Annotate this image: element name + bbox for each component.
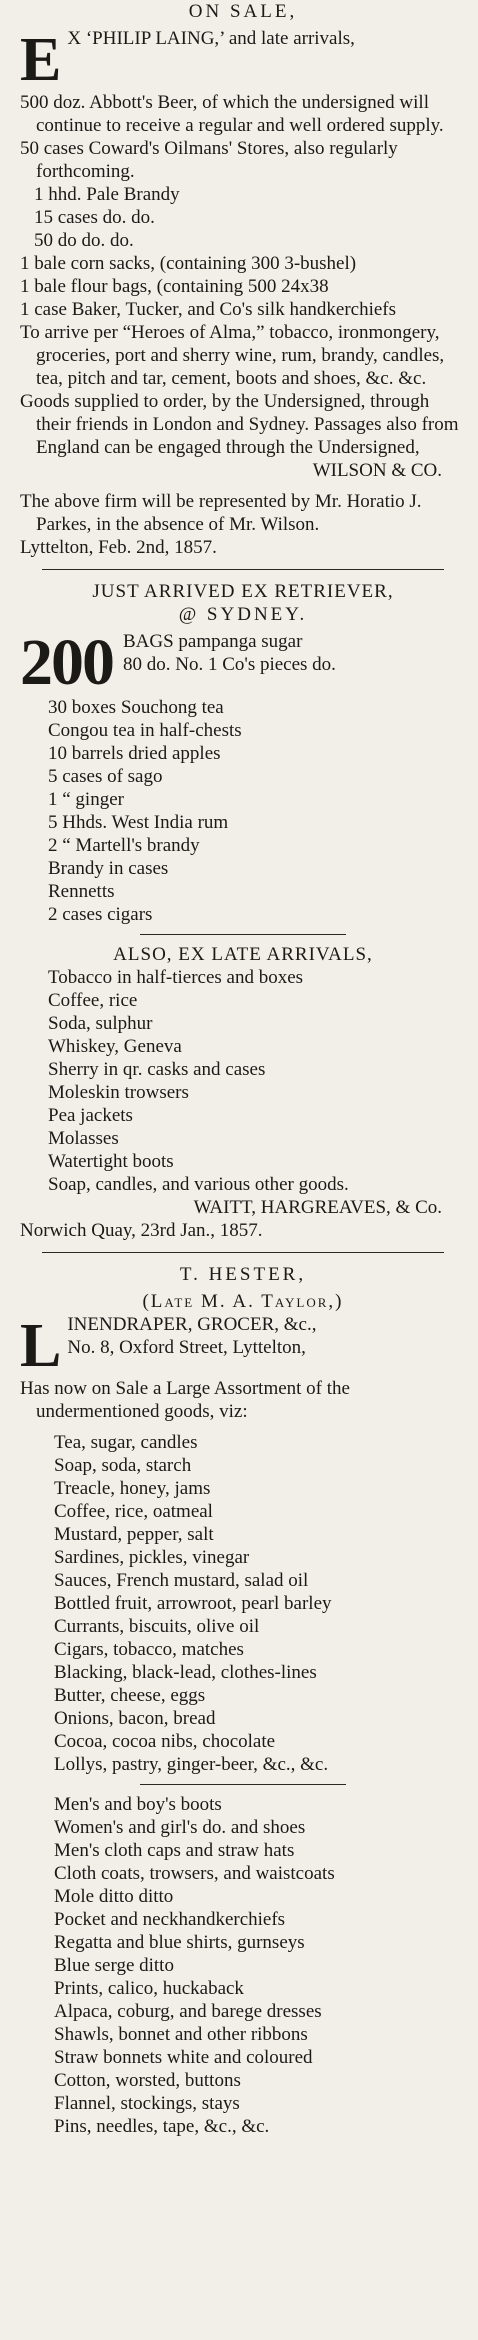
list-item: 10 barrels dried apples: [48, 743, 221, 764]
ad-subheading: (Late M. A. Taylor,): [142, 1291, 344, 1312]
list-item: Women's and girl's do. and shoes: [54, 1817, 306, 1838]
list-item: Men's cloth caps and straw hats: [54, 1840, 295, 1861]
ad-item: 500 doz. Abbott's Beer, of which the undersigned will continue to receive a regular and well ordered supply.: [20, 92, 444, 136]
list-item: Flannel, stockings, stays: [54, 2093, 240, 2114]
list-item: 1 “ ginger: [48, 789, 124, 810]
list-item: Straw bonnets white and coloured: [54, 2047, 313, 2068]
list-item: Coffee, rice, oatmeal: [54, 1501, 213, 1522]
list-item: Cloth coats, trowsers, and waistcoats: [54, 1863, 335, 1884]
list-item: Onions, bacon, bread: [54, 1708, 216, 1729]
list-item: Treacle, honey, jams: [54, 1478, 211, 1499]
list-item: Tea, sugar, candles: [54, 1432, 198, 1453]
list-item: Currants, biscuits, olive oil: [54, 1616, 260, 1637]
ad-item: 50 do do. do.: [34, 230, 134, 251]
ad-item: 1 bale flour bags, (containing 500 24x38: [20, 276, 329, 297]
list-item: 5 cases of sago: [48, 766, 163, 787]
ad-dateline: Norwich Quay, 23rd Jan., 1857.: [20, 1220, 263, 1241]
list-item: Alpaca, coburg, and barege dresses: [54, 2001, 322, 2022]
list-item: Soap, candles, and various other goods.: [48, 1174, 349, 1195]
short-divider: [140, 1784, 346, 1785]
list-item: 2 “ Martell's brandy: [48, 835, 200, 856]
list-item: Pea jackets: [48, 1105, 133, 1126]
short-divider: [140, 934, 346, 935]
list-item: Pins, needles, tape, &c., &c.: [54, 2116, 270, 2137]
list-item: 5 Hhds. West India rum: [48, 812, 229, 833]
list-item: Shawls, bonnet and other ribbons: [54, 2024, 308, 2045]
groceries-list: [20, 1431, 466, 1776]
goods-list: [20, 966, 466, 1196]
ad-item: 1 hhd. Pale Brandy: [34, 184, 180, 205]
ad-heading: T. HESTER,: [179, 1264, 307, 1285]
list-item: Mole ditto ditto: [54, 1886, 174, 1907]
list-item: Cigars, tobacco, matches: [54, 1639, 244, 1660]
ad-item: To arrive per “Heroes of Alma,” tobacco, ironmongery, groceries, port and sherry wine, rum, brandy, candles, tea, pitch and tar, cement, boots and shoes, &c. &c.: [20, 322, 445, 389]
drapery-list: [20, 1793, 466, 2138]
list-item: Brandy in cases: [48, 858, 169, 879]
list-item: Regatta and blue shirts, gurnseys: [54, 1932, 305, 1953]
list-item: Prints, calico, huckaback: [54, 1978, 244, 1999]
list-item: Sauces, French mustard, salad oil: [54, 1570, 309, 1591]
goods-list: [20, 696, 466, 926]
list-item: Cotton, worsted, buttons: [54, 2070, 241, 2091]
list-item: Soda, sulphur: [48, 1013, 153, 1034]
ad-signature: WAITT, HARGREAVES, & Co.: [193, 1197, 442, 1218]
list-item: Blue serge ditto: [54, 1955, 174, 1976]
business-line: INENDRAPER, GROCER, &c.,: [67, 1314, 317, 1335]
list-item: Sardines, pickles, vinegar: [54, 1547, 250, 1568]
list-item: Sherry in qr. casks and cases: [48, 1059, 266, 1080]
ad-item: 15 cases do. do.: [34, 207, 155, 228]
ad-intro: Has now on Sale a Large Assortment of the undermentioned goods, viz:: [20, 1378, 350, 1422]
list-item: 2 cases cigars: [48, 904, 153, 925]
advertisement-hester: [20, 1263, 466, 2138]
drop-cap: E: [20, 26, 62, 94]
list-item: Cocoa, cocoa nibs, chocolate: [54, 1731, 276, 1752]
list-item: Butter, cheese, eggs: [54, 1685, 206, 1706]
list-item: Mustard, pepper, salt: [54, 1524, 214, 1545]
ad-item: 1 case Baker, Tucker, and Co's silk handkerchiefs: [20, 299, 397, 320]
list-item: Congou tea in half-chests: [48, 720, 242, 741]
drop-cap: L: [20, 1312, 62, 1380]
list-item: Blacking, black-lead, clothes-lines: [54, 1662, 317, 1683]
list-item: 30 boxes Souchong tea: [48, 697, 224, 718]
list-item: Coffee, rice: [48, 990, 138, 1011]
section-divider: [42, 1252, 444, 1253]
ad-heading: ON SALE,: [188, 1, 298, 22]
list-item: Lollys, pastry, ginger-beer, &c., &c.: [54, 1754, 329, 1775]
ad-intro: X ‘PHILIP LAING,’ and late arrivals,: [67, 28, 355, 49]
advertisement-waitt-hargreaves: [20, 580, 466, 1242]
ad-dateline: Lyttelton, Feb. 2nd, 1857.: [20, 537, 217, 558]
lead-line: 80 do. No. 1 Co's pieces do.: [123, 654, 336, 675]
large-number: 200: [20, 626, 113, 699]
ad-heading: ALSO, EX LATE ARRIVALS,: [113, 944, 373, 965]
lead-line: BAGS pampanga sugar: [123, 631, 303, 652]
ad-note: The above firm will be represented by Mr. Horatio J. Parkes, in the absence of Mr. Wilson.: [20, 491, 422, 535]
list-item: Whiskey, Geneva: [48, 1036, 182, 1057]
list-item: Rennetts: [48, 881, 115, 902]
ad-heading: JUST ARRIVED EX RETRIEVER,: [92, 581, 394, 602]
section-divider: [42, 569, 444, 570]
list-item: Watertight boots: [48, 1151, 174, 1172]
list-item: Tobacco in half-tierces and boxes: [48, 967, 304, 988]
ad-signature: WILSON & CO.: [312, 460, 442, 481]
list-item: Pocket and neckhandkerchiefs: [54, 1909, 286, 1930]
ad-subheading: @ SYDNEY.: [178, 604, 308, 625]
ad-item: 50 cases Coward's Oilmans' Stores, also regularly forthcoming.: [20, 138, 398, 182]
ad-item: 1 bale corn sacks, (containing 300 3-bushel): [20, 253, 357, 274]
list-item: Bottled fruit, arrowroot, pearl barley: [54, 1593, 332, 1614]
list-item: Molasses: [48, 1128, 119, 1149]
list-item: Moleskin trowsers: [48, 1082, 189, 1103]
advertisement-wilson: [20, 0, 466, 559]
list-item: Men's and boy's boots: [54, 1794, 222, 1815]
list-item: Soap, soda, starch: [54, 1455, 192, 1476]
address-line: No. 8, Oxford Street, Lyttelton,: [67, 1337, 306, 1358]
ad-item: Goods supplied to order, by the Undersigned, through their friends in London and Sydney. Passages also from England can be engaged through the Undersigned,: [20, 391, 459, 458]
